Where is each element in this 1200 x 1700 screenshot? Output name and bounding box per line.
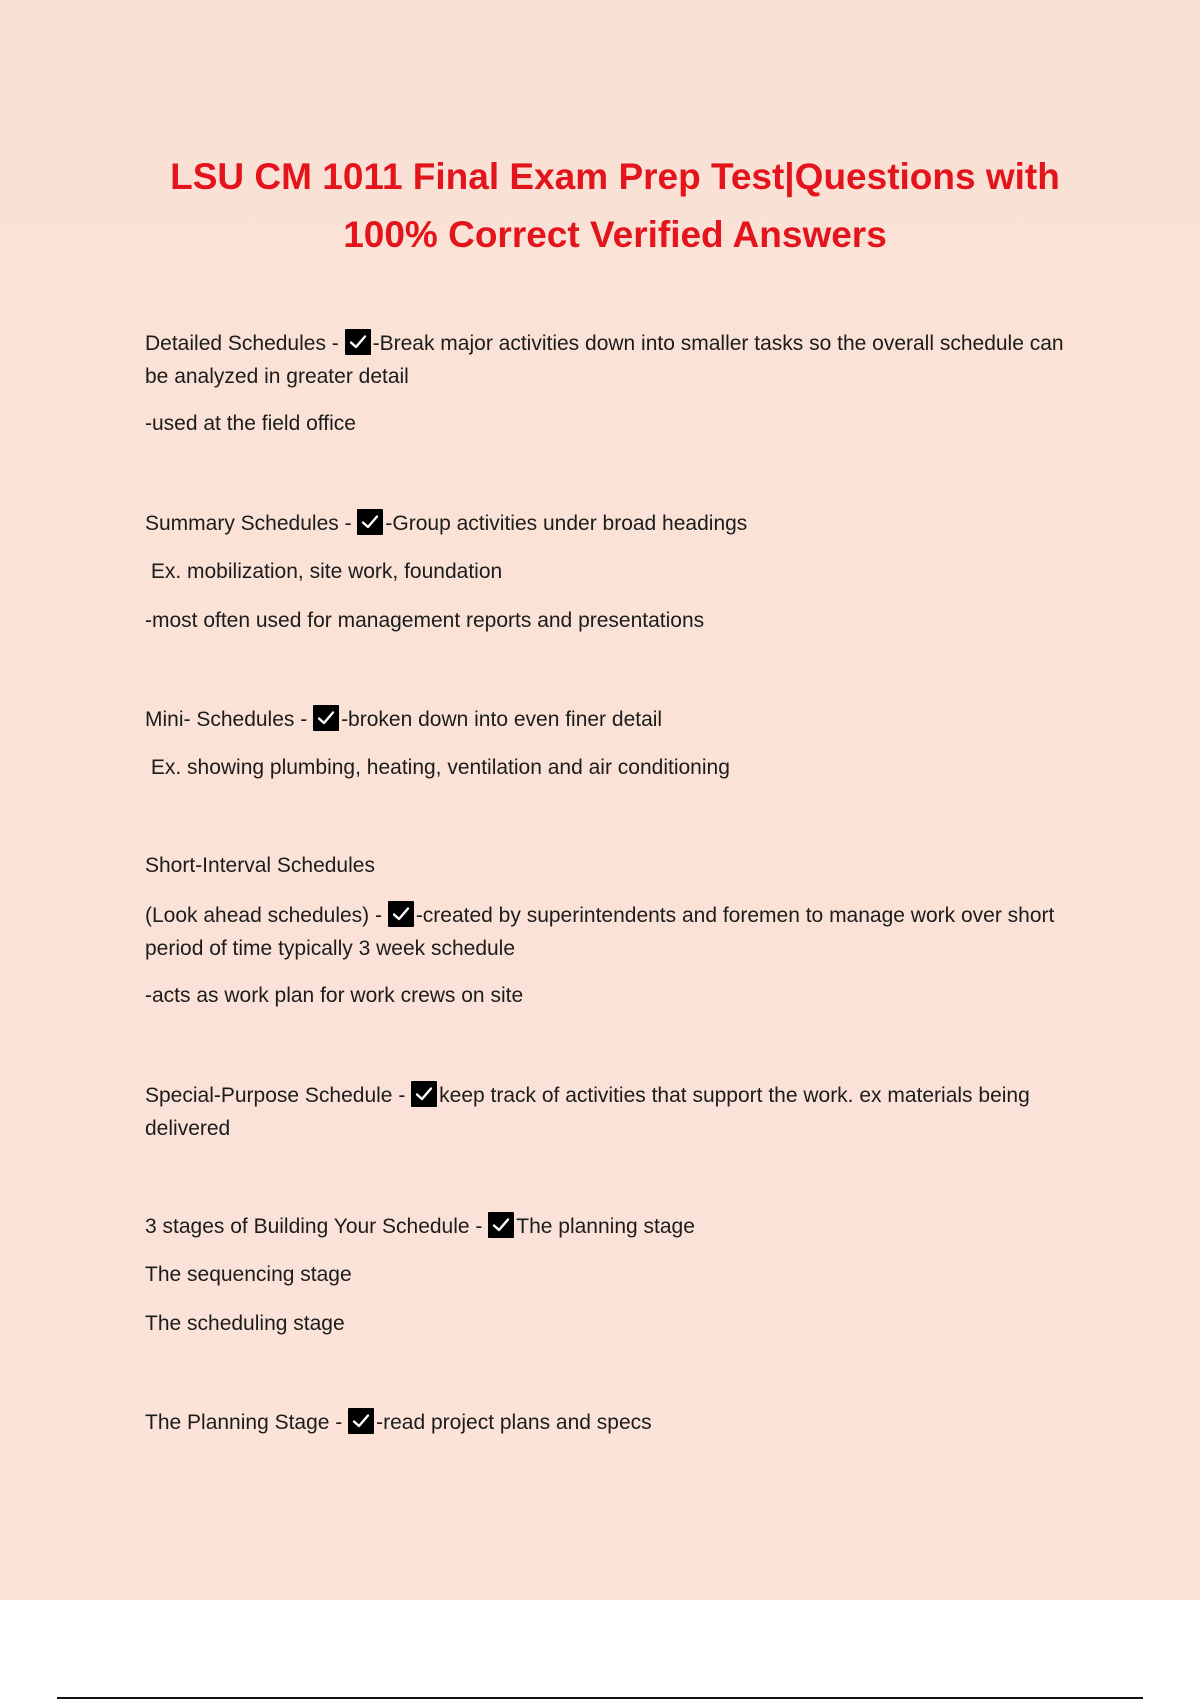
- entry-short-interval-schedules: [145, 899, 1090, 965]
- document-title: [120, 148, 1110, 264]
- entry-heading: Short-Interval Schedules: [145, 854, 375, 877]
- checkmark-box-icon: [488, 1212, 514, 1238]
- title-line-1: LSU CM 1011 Final Exam Prep Test|Questions with: [170, 156, 1060, 197]
- entry-term: Summary Schedules -: [145, 512, 358, 535]
- checkmark-box-icon: [411, 1081, 437, 1107]
- checkmark-box-icon: [345, 329, 371, 355]
- entry-answer: keep track of activities that support the work. ex materials being delivered: [145, 1084, 1030, 1140]
- entry-term: Detailed Schedules -: [145, 332, 345, 355]
- entry-term: Special-Purpose Schedule -: [145, 1084, 412, 1107]
- title-line-2: 100% Correct Verified Answers: [343, 214, 887, 255]
- entry-summary-schedules: [145, 507, 1090, 540]
- entry-term: (Look ahead schedules) -: [145, 904, 388, 927]
- entry-term: The Planning Stage -: [145, 1411, 349, 1434]
- entry-answer: -created by superintendents and foremen to manage work over short period of time typically 3 week schedule: [145, 904, 1055, 960]
- entry-term: Mini- Schedules -: [145, 708, 314, 731]
- entry-extra: -used at the field office: [145, 412, 356, 435]
- entry-answer: -Group activities under broad headings: [385, 512, 748, 535]
- entry-special-purpose-schedule: [145, 1079, 1090, 1145]
- entry-extra: -most often used for management reports and presentations: [145, 609, 705, 632]
- entry-extra: -acts as work plan for work crews on site: [145, 984, 524, 1007]
- checkmark-box-icon: [348, 1408, 374, 1434]
- entry-answer: -read project plans and specs: [376, 1411, 652, 1434]
- entry-extra: Ex. mobilization, site work, foundation: [145, 560, 503, 583]
- entry-answer: -Break major activities down into smaller tasks so the overall schedule can be analyzed in greater detail: [145, 332, 1064, 388]
- checkmark-box-icon: [357, 509, 383, 535]
- entry-detailed-schedules: [145, 327, 1090, 393]
- entry-answer: -broken down into even finer detail: [341, 708, 663, 731]
- entry-3-stages: [145, 1210, 1090, 1243]
- entry-mini-schedules: [145, 703, 1090, 736]
- entry-planning-stage: [145, 1406, 1090, 1439]
- entry-extra: The scheduling stage: [145, 1312, 345, 1335]
- checkmark-box-icon: [313, 705, 339, 731]
- entry-answer: The planning stage: [516, 1215, 695, 1238]
- checkmark-box-icon: [388, 901, 414, 927]
- entry-extra: The sequencing stage: [145, 1263, 352, 1286]
- footer-divider: [57, 1697, 1143, 1699]
- entry-extra: Ex. showing plumbing, heating, ventilation and air conditioning: [145, 756, 730, 779]
- entry-term: 3 stages of Building Your Schedule -: [145, 1215, 489, 1238]
